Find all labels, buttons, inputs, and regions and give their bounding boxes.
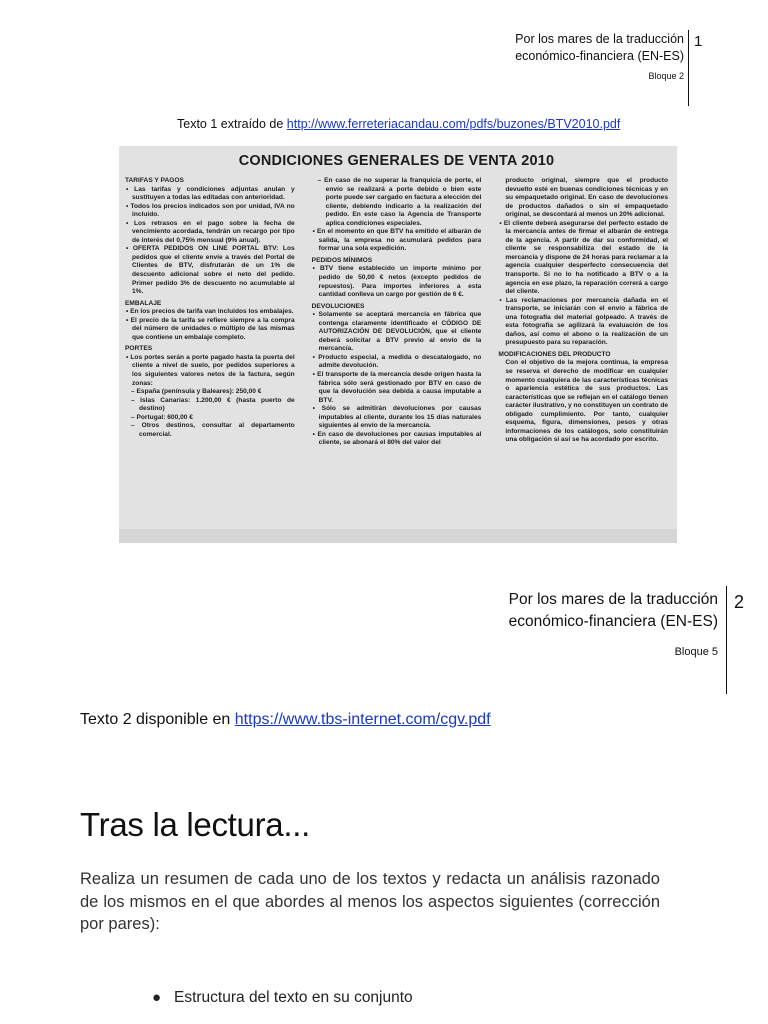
scan-paragraph: • En caso de devoluciones por causas imputables al cliente, se abonará el 80% del valor del xyxy=(312,430,482,447)
page1-block-label: Bloque 2 xyxy=(648,71,684,81)
scan-paragraph: • En el momento en que BTV ha emitido el albarán de salida, la empresa no acumulará pedidos para formar una sola expedición. xyxy=(312,228,482,253)
text1-source-prefix: Texto 1 extraído de xyxy=(177,117,287,131)
scan-section-heading: PORTES xyxy=(125,345,153,353)
bullet-icon: ● xyxy=(152,989,162,1006)
text1-source-link[interactable]: http://www.ferreteriacandau.com/pdfs/buzones/BTV2010.pdf xyxy=(286,117,621,131)
page2-header-divider xyxy=(726,586,727,694)
scan-paragraph: Con el objetivo de la mejora continua, la empresa se reserva el derecho de modificar en cualquier momento cualquiera de las características técnicas o apariencia estética de sus productos. Las características que se reflejan en el catálogo tienen carácter ilustrativo, y no constituyen un contrato de obligado cumplimiento. Por tanto, cualquier esquema, figura, dimensiones, pesos y otras informaciones de los catálogos, solo constituirán una obligación si así se ha acordado por escrito. xyxy=(505,359,669,444)
after-reading-list xyxy=(152,989,413,1007)
page2-header-line2: económico-financiera (EN-ES) xyxy=(508,613,718,630)
scan-paragraph: • Solamente se aceptará mercancía en fábrica que contenga claramente identificado el CÓDIGO DE AUTORIZACIÓN DE DEVOLUCIÓN, que el cliente deberá solicitar a BTV previo al envío de la mercancía. xyxy=(312,311,482,353)
scan-paragraph: • BTV tiene establecido un importe mínimo por pedido de 50,00 € netos (excepto pedidos de repuestos). Para importes inferiores a esta cantidad conlleva un cargo por gestión de 6 €. xyxy=(312,265,482,299)
scan-paragraph: • Sólo se admitirán devoluciones por causas imputables al cliente, durante los 15 días naturales siguientes al envío de la mercancía. xyxy=(312,405,482,430)
scan-paragraph: • Producto especial, a medida o descatalogado, no admite devolución. xyxy=(312,353,482,370)
scan-paragraph: producto original, siempre que el producto devuelto esté en buenas condiciones técnicas y en su empaquetado original. En caso de devoluciones de productos dañados o sin el empaquetado original, se descontará al menos un 20% adicional. xyxy=(505,177,669,219)
page2-header-line1: Por los mares de la traducción xyxy=(508,591,718,608)
scan-title: CONDICIONES GENERALES DE VENTA 2010 xyxy=(238,153,555,169)
scan-paragraph: • Las tarifas y condiciones adjuntas anulan y sustituyen a todas las editadas con anterioridad. xyxy=(126,185,295,202)
scan-paragraph: • Los retrasos en el pago sobre la fecha de vencimiento acordada, tendrán un recargo por tipo de interés del 0,75% mensual (9% anual). xyxy=(126,219,295,244)
page2-number: 2 xyxy=(734,592,745,612)
scan-column-1 xyxy=(125,177,295,517)
scan-column-3 xyxy=(498,177,668,517)
text2-source-prefix: Texto 2 disponible en xyxy=(80,711,235,728)
page1-header xyxy=(515,31,684,85)
page2-block-label: Bloque 5 xyxy=(674,646,718,658)
page1-number: 1 xyxy=(694,33,703,50)
page2-header xyxy=(509,589,718,663)
scan-paragraph: • El cliente deberá asegurarse del perfecto estado de la mercancía antes de firmar el albarán de entrega de la agencia. A partir de dar su conformidad, el cliente se responsabiliza del estado de la mercancía y dispone de 24 horas para reclamar a la agencia cualquier desperfecto consecuencia del transporte. Si no lo ha notificado a BTV o a la agencia en ese plazo, la reparación correrá a cargo del cliente. xyxy=(499,219,669,296)
text1-source xyxy=(177,117,620,131)
page1-header-divider xyxy=(688,30,689,106)
scan-paragraph: • Las reclamaciones por mercancía dañada en el transporte, se iniciarán con el envío a fábrica de una fotografía del material golpeado. A través de esta fotografía se agilizará la evaluación de los daños, así como el abono o la realización de un presupuesto para su reparación. xyxy=(499,296,669,347)
scan-section-heading: EMBALAJE xyxy=(125,299,162,307)
scan-column-2 xyxy=(312,177,482,517)
scan-section-heading: PEDIDOS MÍNIMOS xyxy=(311,256,373,264)
scanned-conditions-document xyxy=(119,146,677,543)
after-reading-instructions: Realiza un resumen de cada uno de los textos y redacta un análisis razonado de los mismos en el que abordes al menos los aspectos siguientes (corrección por pares): xyxy=(80,870,660,933)
text2-source xyxy=(80,711,491,729)
after-reading-heading: Tras la lectura... xyxy=(80,806,310,843)
scan-columns xyxy=(125,177,668,517)
list-item xyxy=(152,989,413,1007)
text2-source-link[interactable]: https://www.tbs-internet.com/cgv.pdf xyxy=(234,711,491,728)
page1-header-line2: económico-financiera (EN-ES) xyxy=(515,49,684,63)
scan-section-heading: DEVOLUCIONES xyxy=(311,302,365,310)
list-item-text: Estructura del texto en su conjunto xyxy=(174,989,413,1006)
scan-section-heading: TARIFAS Y PAGOS xyxy=(125,177,184,184)
scan-paragraph: – En caso de no superar la franquicia de porte, el envío se realizará a porte debido o bien este porte puede ser cargado en factura a elección del cliente, debiendo indicarlo a la realización del pedido. En este caso la Agencia de Transporte aplica condiciones especiales. xyxy=(317,177,482,227)
page1-header-line1: Por los mares de la traducción xyxy=(515,32,684,46)
scan-bottom-strip xyxy=(119,529,677,543)
scan-paragraph: • OFERTA PEDIDOS ON LINE PORTAL BTV: Los pedidos que el cliente envíe a través del Portal de Clientes de BTV, disfrutarán de un 1% de descuento adicional sobre el neto del pedido. Primer pedido 3% de descuento no acumulable al 1%. xyxy=(126,245,295,296)
scan-paragraph: • Los portes serán a porte pagado hasta la puerta del cliente a nivel de suelo, por pedidos superiores a los siguientes valores netos de la factura, según zonas: xyxy=(126,353,295,387)
scan-paragraph: • En los precios de tarifa van incluidos los embalajes. xyxy=(126,308,294,316)
scan-paragraph: – España (península y Baleares): 250,00 € xyxy=(131,388,262,396)
scan-paragraph: • El precio de la tarifa se refiere siempre a la compra del número de unidades o múltiplo de las mismas que contiene un embalaje completo. xyxy=(126,316,295,341)
scan-paragraph: • El transporte de la mercancía desde origen hasta la fábrica sólo será gestionado por BTV en caso de que la devolución sea debida a causa imputable a BTV. xyxy=(312,371,482,404)
scan-paragraph: – Islas Canarias: 1.200,00 € (hasta puerto de destino) xyxy=(131,396,295,413)
scan-paragraph: – Otros destinos, consultar al departamento comercial. xyxy=(131,422,295,438)
scan-paragraph: • Todos los precios indicados son por unidad, IVA no incluido. xyxy=(126,202,295,219)
scan-section-heading: MODIFICACIONES DEL PRODUCTO xyxy=(498,350,611,358)
scan-paragraph: – Portugal: 600,00 € xyxy=(131,413,193,421)
